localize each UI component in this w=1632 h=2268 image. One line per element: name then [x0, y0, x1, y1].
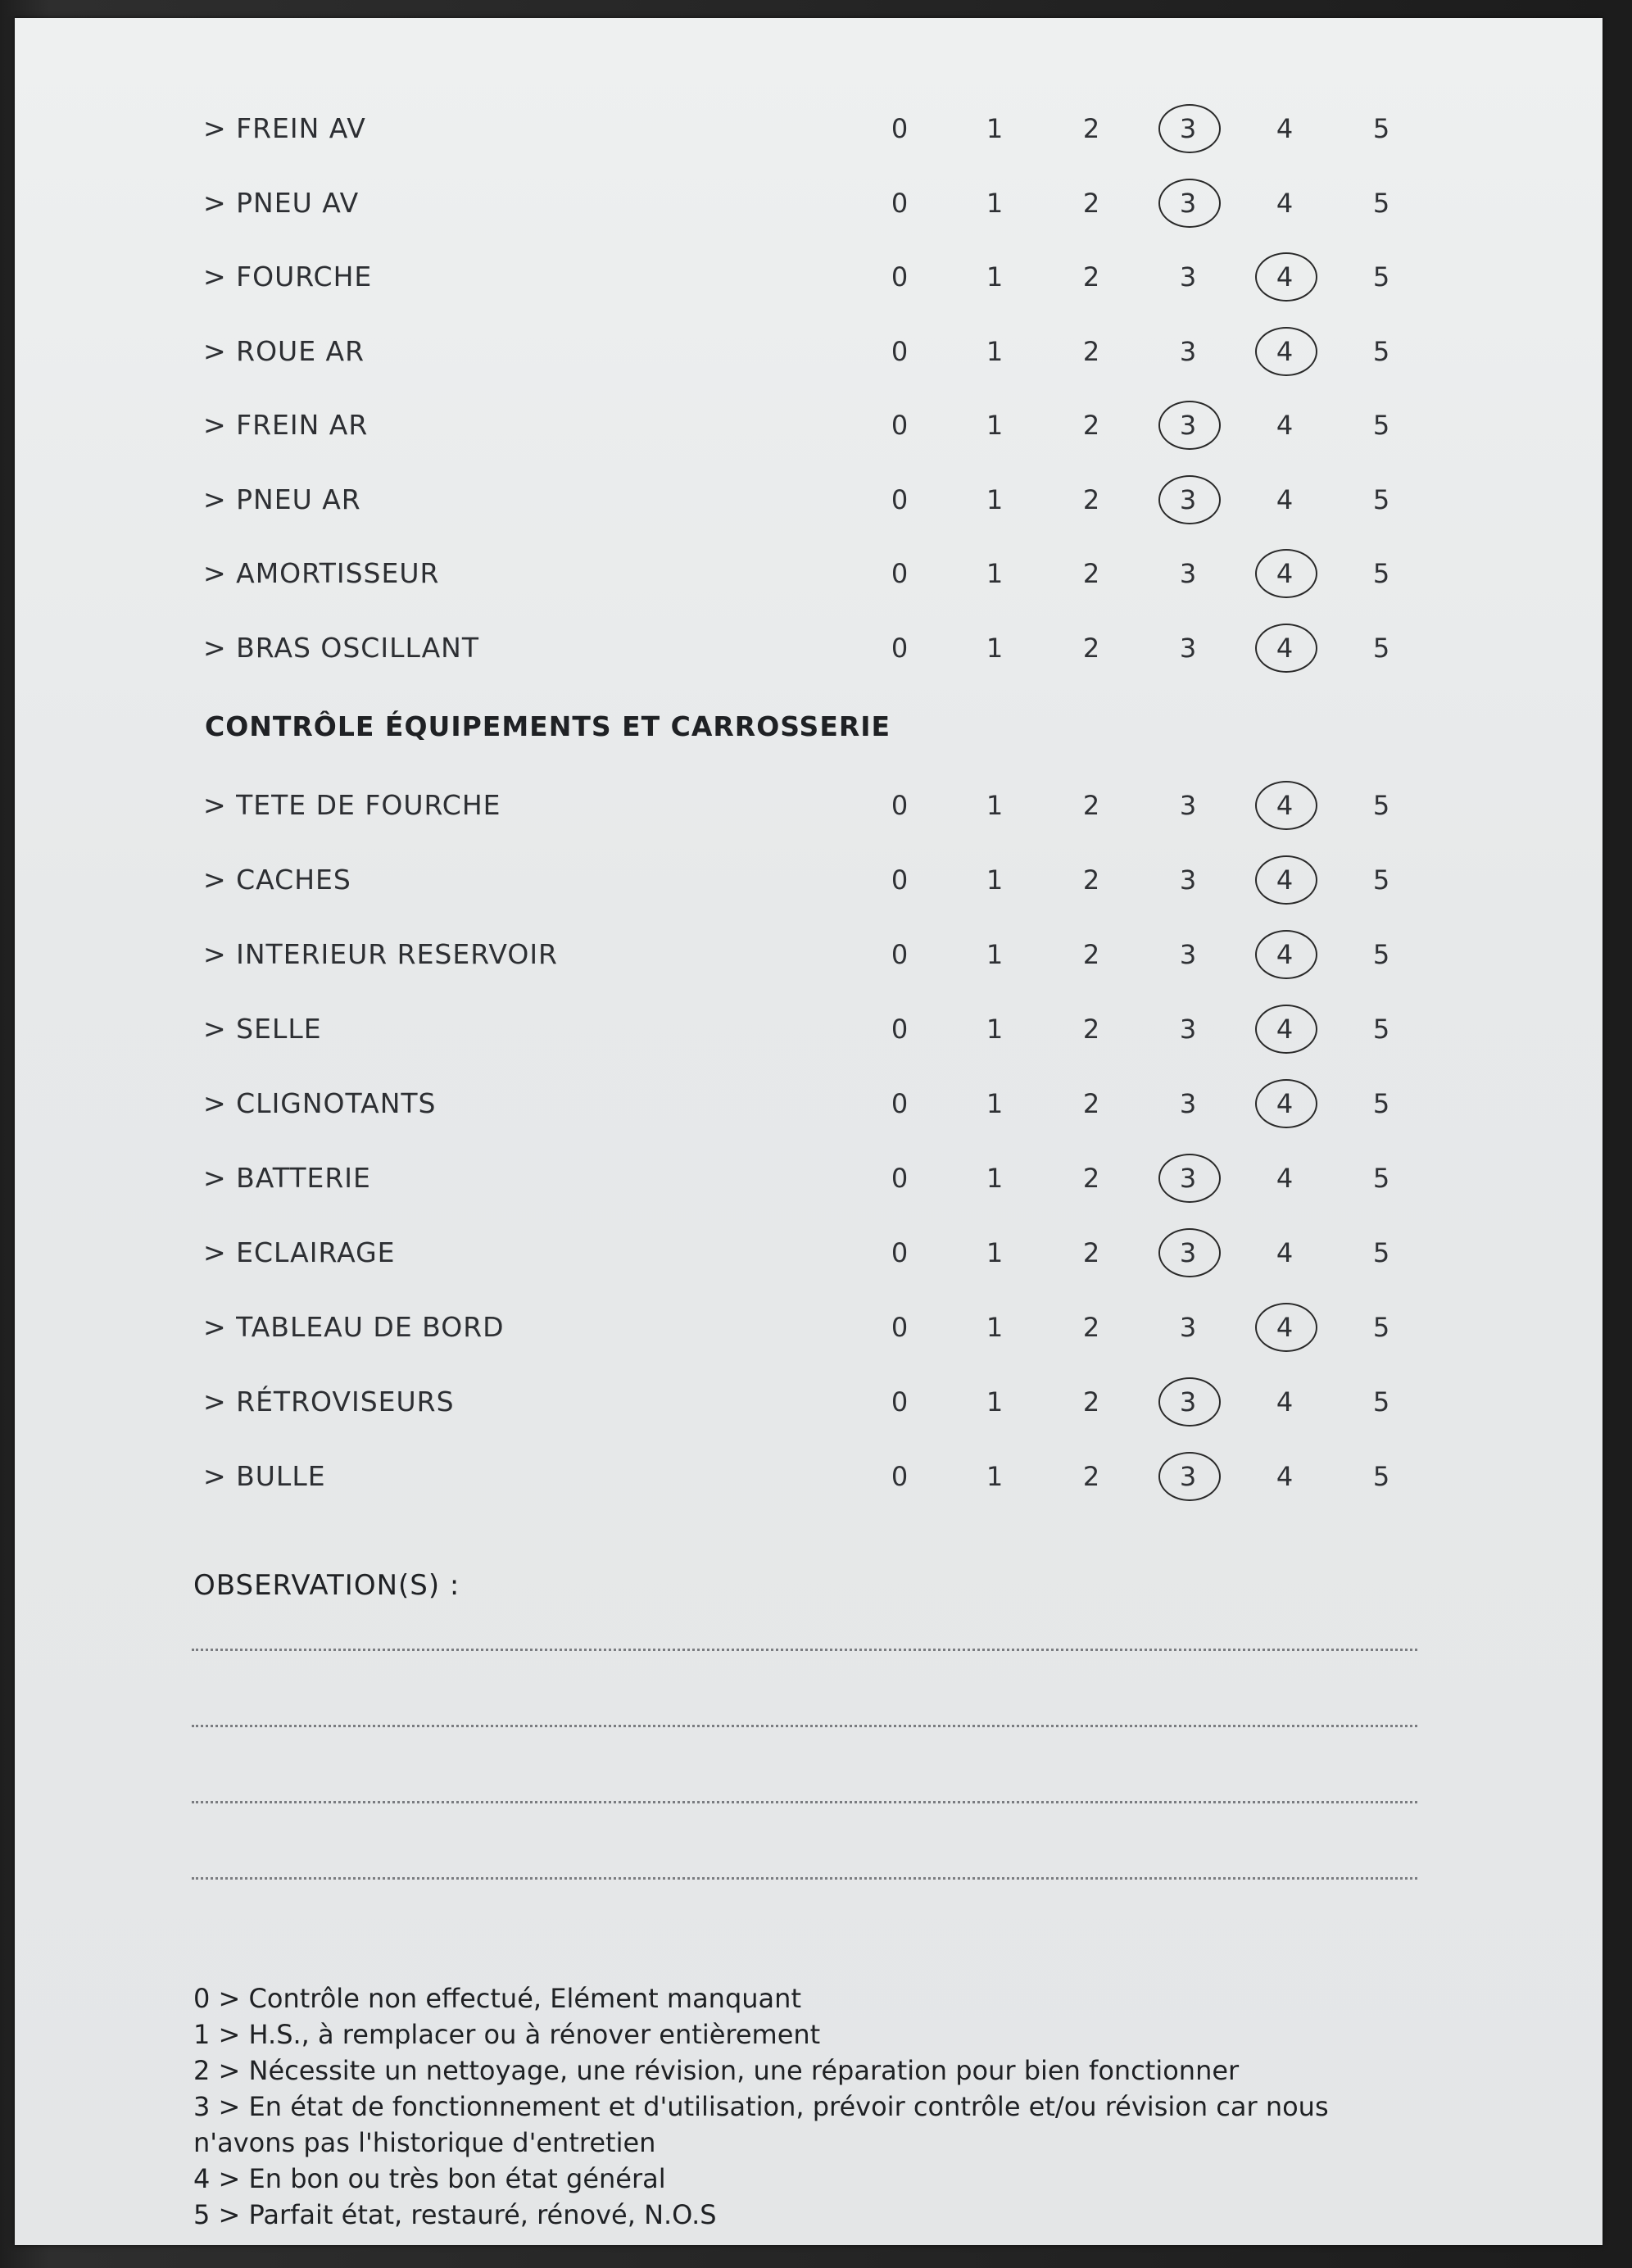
score-circled[interactable]: 3: [1155, 1145, 1221, 1211]
item-label: > SELLE: [203, 1013, 322, 1045]
score-circled[interactable]: 4: [1252, 319, 1317, 384]
score-option[interactable]: 0: [891, 187, 909, 219]
item-label: > FOURCHE: [203, 261, 373, 293]
item-label: > PNEU AR: [203, 483, 361, 515]
observation-line: [192, 1649, 1417, 1651]
score-option[interactable]: 5: [1372, 1461, 1390, 1492]
score-option[interactable]: 0: [891, 1461, 909, 1492]
checklist-row: [15, 615, 1603, 681]
score-option[interactable]: 0: [891, 410, 909, 441]
checklist-row: [15, 244, 1603, 310]
score-option[interactable]: 0: [891, 790, 909, 821]
score-option[interactable]: 4: [1276, 410, 1294, 441]
checklist-row: [15, 1071, 1603, 1136]
item-label: > BATTERIE: [203, 1162, 371, 1194]
item-label: > INTERIEUR RESERVOIR: [203, 938, 558, 970]
score-option[interactable]: 2: [1082, 1014, 1100, 1045]
checklist-row: [15, 847, 1603, 913]
score-option[interactable]: 0: [891, 558, 909, 589]
score-option[interactable]: 3: [1179, 632, 1197, 664]
score-option[interactable]: 2: [1082, 558, 1100, 589]
checklist-row: [15, 922, 1603, 987]
score-option[interactable]: 3: [1179, 1014, 1197, 1045]
checklist-row: [15, 1444, 1603, 1509]
item-label: > PNEU AV: [203, 186, 360, 219]
score-option[interactable]: 1: [986, 864, 1004, 896]
score-option[interactable]: 0: [891, 939, 909, 970]
observation-line: [192, 1725, 1417, 1727]
checklist-row: [15, 467, 1603, 533]
score-option[interactable]: 5: [1372, 410, 1390, 441]
item-label: > AMORTISSEUR: [203, 557, 440, 589]
score-option[interactable]: 1: [986, 1386, 1004, 1418]
score-option[interactable]: 1: [986, 187, 1004, 219]
score-option[interactable]: 0: [891, 632, 909, 664]
item-label: > FREIN AV: [203, 112, 366, 144]
score-option[interactable]: 2: [1082, 1088, 1100, 1119]
score-circled[interactable]: 4: [1252, 1071, 1317, 1136]
score-option[interactable]: 1: [986, 483, 1004, 515]
score-circled[interactable]: 4: [1252, 244, 1317, 310]
score-option[interactable]: 0: [891, 1312, 909, 1343]
score-option[interactable]: 5: [1372, 187, 1390, 219]
item-label: > BULLE: [203, 1460, 326, 1492]
section-title: CONTRÔLE ÉQUIPEMENTS ET CARROSSERIE: [205, 710, 891, 742]
observation-line: [192, 1877, 1417, 1880]
item-label: > BRAS OSCILLANT: [203, 631, 480, 664]
score-option[interactable]: 1: [986, 632, 1004, 664]
score-option[interactable]: 0: [891, 864, 909, 896]
score-circled[interactable]: 3: [1155, 392, 1221, 458]
score-circled[interactable]: 4: [1252, 922, 1317, 987]
item-label: > CACHES: [203, 864, 351, 896]
score-option[interactable]: 0: [891, 113, 909, 144]
score-option[interactable]: 1: [986, 939, 1004, 970]
checklist-row: [15, 170, 1603, 236]
score-option[interactable]: 4: [1276, 1237, 1294, 1268]
score-circled[interactable]: 3: [1155, 96, 1221, 161]
score-option[interactable]: 2: [1082, 1461, 1100, 1492]
score-circled[interactable]: 3: [1155, 1369, 1221, 1435]
legend-line: 3 > En état de fonctionnement et d'utilisation, prévoir contrôle et/ou révision car nous: [193, 2091, 1329, 2122]
score-option[interactable]: 5: [1372, 790, 1390, 821]
score-option[interactable]: 0: [891, 261, 909, 293]
score-option[interactable]: 2: [1082, 261, 1100, 293]
score-option[interactable]: 5: [1372, 261, 1390, 293]
score-option[interactable]: 2: [1082, 939, 1100, 970]
score-option[interactable]: 4: [1276, 187, 1294, 219]
score-option[interactable]: 2: [1082, 1237, 1100, 1268]
score-option[interactable]: 2: [1082, 410, 1100, 441]
score-option[interactable]: 5: [1372, 1237, 1390, 1268]
score-circled[interactable]: 3: [1155, 170, 1221, 236]
checklist-row: [15, 392, 1603, 458]
score-option[interactable]: 1: [986, 790, 1004, 821]
inspection-sheet: [15, 18, 1603, 2245]
score-option[interactable]: 2: [1082, 483, 1100, 515]
legend-line: 5 > Parfait état, restauré, rénové, N.O.S: [193, 2199, 717, 2230]
legend-line: n'avons pas l'historique d'entretien: [193, 2127, 656, 2158]
item-label: > ECLAIRAGE: [203, 1236, 396, 1268]
checklist-row: [15, 319, 1603, 384]
score-option[interactable]: 1: [986, 558, 1004, 589]
checklist-row: [15, 1145, 1603, 1211]
legend-line: 4 > En bon ou très bon état général: [193, 2163, 666, 2194]
score-option[interactable]: 5: [1372, 1014, 1390, 1045]
score-option[interactable]: 1: [986, 1014, 1004, 1045]
score-circled[interactable]: 4: [1252, 996, 1317, 1062]
score-circled[interactable]: 4: [1252, 615, 1317, 681]
score-option[interactable]: 1: [986, 1237, 1004, 1268]
score-option[interactable]: 2: [1082, 113, 1100, 144]
score-circled[interactable]: 3: [1155, 467, 1221, 533]
score-option[interactable]: 1: [986, 1312, 1004, 1343]
score-option[interactable]: 5: [1372, 939, 1390, 970]
score-option[interactable]: 4: [1276, 1461, 1294, 1492]
score-option[interactable]: 3: [1179, 558, 1197, 589]
score-option[interactable]: 1: [986, 410, 1004, 441]
score-option[interactable]: 2: [1082, 632, 1100, 664]
item-label: > FREIN AR: [203, 409, 369, 441]
score-option[interactable]: 1: [986, 261, 1004, 293]
score-option[interactable]: 4: [1276, 483, 1294, 515]
checklist-row: [15, 1295, 1603, 1360]
score-option[interactable]: 2: [1082, 335, 1100, 367]
score-option[interactable]: 5: [1372, 558, 1390, 589]
score-option[interactable]: 3: [1179, 790, 1197, 821]
score-option[interactable]: 0: [891, 483, 909, 515]
score-option[interactable]: 3: [1179, 1312, 1197, 1343]
checklist-row: [15, 1220, 1603, 1286]
score-circled[interactable]: 3: [1155, 1444, 1221, 1509]
score-option[interactable]: 1: [986, 113, 1004, 144]
item-label: > TABLEAU DE BORD: [203, 1311, 505, 1343]
score-option[interactable]: 5: [1372, 113, 1390, 144]
score-option[interactable]: 3: [1179, 1088, 1197, 1119]
checklist-row: [15, 996, 1603, 1062]
score-option[interactable]: 2: [1082, 1386, 1100, 1418]
observations-label: OBSERVATION(S) :: [193, 1569, 460, 1602]
checklist-row: [15, 773, 1603, 838]
item-label: > ROUE AR: [203, 334, 365, 367]
score-circled[interactable]: 4: [1252, 1295, 1317, 1360]
score-option[interactable]: 2: [1082, 187, 1100, 219]
score-option[interactable]: 0: [891, 1386, 909, 1418]
score-option[interactable]: 4: [1276, 113, 1294, 144]
checklist-row: [15, 96, 1603, 161]
score-option[interactable]: 2: [1082, 1163, 1100, 1194]
checklist-row: [15, 1369, 1603, 1435]
score-option[interactable]: 1: [986, 335, 1004, 367]
score-option[interactable]: 0: [891, 335, 909, 367]
score-option[interactable]: 1: [986, 1163, 1004, 1194]
score-option[interactable]: 4: [1276, 1163, 1294, 1194]
score-option[interactable]: 5: [1372, 335, 1390, 367]
score-circled[interactable]: 4: [1252, 773, 1317, 838]
score-option[interactable]: 3: [1179, 335, 1197, 367]
score-circled[interactable]: 4: [1252, 541, 1317, 606]
checklist-row: [15, 541, 1603, 606]
legend-line: 0 > Contrôle non effectué, Elément manquant: [193, 1983, 801, 2014]
item-label: > RÉTROVISEURS: [203, 1386, 455, 1418]
score-option[interactable]: 3: [1179, 864, 1197, 896]
score-option[interactable]: 5: [1372, 1312, 1390, 1343]
score-option[interactable]: 3: [1179, 261, 1197, 293]
score-option[interactable]: 5: [1372, 1163, 1390, 1194]
score-option[interactable]: 2: [1082, 864, 1100, 896]
score-option[interactable]: 0: [891, 1237, 909, 1268]
score-option[interactable]: 5: [1372, 632, 1390, 664]
observation-line: [192, 1801, 1417, 1803]
score-option[interactable]: 0: [891, 1163, 909, 1194]
score-option[interactable]: 5: [1372, 864, 1390, 896]
score-option[interactable]: 4: [1276, 1386, 1294, 1418]
score-option[interactable]: 5: [1372, 483, 1390, 515]
score-circled[interactable]: 3: [1155, 1220, 1221, 1286]
legend-line: 1 > H.S., à remplacer ou à rénover entièrement: [193, 2019, 821, 2050]
item-label: > TETE DE FOURCHE: [203, 789, 501, 821]
score-circled[interactable]: 4: [1252, 847, 1317, 913]
score-option[interactable]: 2: [1082, 790, 1100, 821]
score-option[interactable]: 0: [891, 1088, 909, 1119]
score-option[interactable]: 1: [986, 1461, 1004, 1492]
score-option[interactable]: 5: [1372, 1386, 1390, 1418]
score-option[interactable]: 1: [986, 1088, 1004, 1119]
legend-line: 2 > Nécessite un nettoyage, une révision, une réparation pour bien fonctionner: [193, 2055, 1240, 2086]
score-option[interactable]: 3: [1179, 939, 1197, 970]
score-option[interactable]: 5: [1372, 1088, 1390, 1119]
score-option[interactable]: 2: [1082, 1312, 1100, 1343]
score-option[interactable]: 0: [891, 1014, 909, 1045]
item-label: > CLIGNOTANTS: [203, 1087, 437, 1119]
